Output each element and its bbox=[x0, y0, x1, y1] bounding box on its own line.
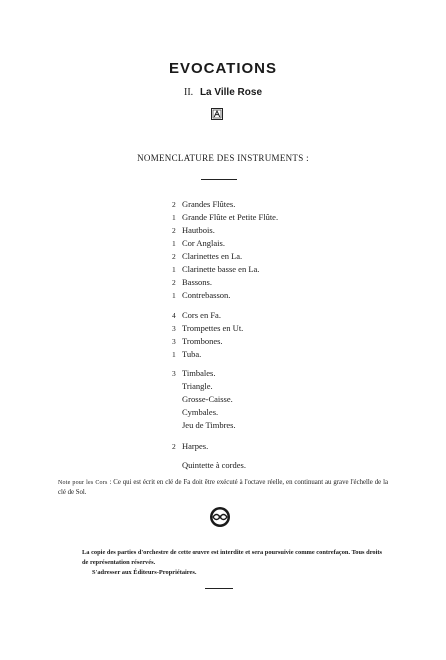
instrument-count: 1 bbox=[172, 265, 176, 274]
nomenclature-heading: NOMENCLATURE DES INSTRUMENTS : bbox=[137, 153, 309, 163]
instrument-count: 3 bbox=[172, 324, 176, 333]
instrument-count: 2 bbox=[172, 442, 176, 451]
movement-title bbox=[0, 87, 446, 98]
instrument-name: Cor Anglais. bbox=[182, 238, 225, 248]
instrument-name: Triangle. bbox=[182, 381, 213, 391]
instrument-count: 1 bbox=[172, 213, 176, 222]
copyright-line: La copie des parties d'orchestre de cette œuvre est interdite et sera poursuivie comme contrefaçon. Tous droits de représentation réservés. bbox=[82, 549, 382, 566]
list-item bbox=[172, 276, 212, 288]
list-item bbox=[172, 198, 235, 210]
instrument-count: 2 bbox=[172, 226, 176, 235]
list-item bbox=[172, 348, 201, 360]
list-item bbox=[172, 440, 208, 452]
instrument-name: Trombones. bbox=[182, 336, 223, 346]
list-item bbox=[172, 419, 236, 431]
instrument-count: 3 bbox=[172, 369, 176, 378]
instrument-count: 1 bbox=[172, 239, 176, 248]
copyright-notice bbox=[82, 548, 382, 578]
list-item bbox=[172, 289, 230, 301]
divider bbox=[201, 179, 237, 180]
instrument-name: Clarinette basse en La. bbox=[182, 264, 260, 274]
page-title: EVOCATIONS bbox=[168, 60, 278, 77]
instrument-name: Grandes Flûtes. bbox=[182, 199, 236, 209]
divider bbox=[205, 588, 233, 589]
instrument-name: Bassons. bbox=[182, 277, 212, 287]
list-item bbox=[172, 380, 213, 392]
instrument-name: Grande Flûte et Petite Flûte. bbox=[182, 212, 279, 222]
instrument-name: Tuba. bbox=[182, 349, 202, 359]
instrument-name: Contrebasson. bbox=[182, 290, 231, 300]
copyright-line: S'adresser aux Éditeurs-Propriétaires. bbox=[92, 569, 197, 576]
publisher-monogram-icon bbox=[211, 108, 223, 120]
list-item bbox=[172, 263, 259, 275]
instrument-count: 2 bbox=[172, 200, 176, 209]
list-item bbox=[172, 367, 215, 379]
movement-name: La Ville Rose bbox=[199, 87, 263, 98]
note-label: Note pour les Cors bbox=[58, 480, 108, 486]
horn-note bbox=[58, 478, 388, 498]
list-item bbox=[172, 211, 278, 223]
list-item bbox=[172, 237, 225, 249]
instrument-name: Clarinettes en La. bbox=[182, 251, 243, 261]
instrument-count: 3 bbox=[172, 337, 176, 346]
instrument-name: Cors en Fa. bbox=[182, 310, 221, 320]
instrument-count: 2 bbox=[172, 278, 176, 287]
instrument-name: Quintette à cordes. bbox=[182, 460, 246, 470]
instrument-name: Harpes. bbox=[182, 441, 209, 451]
instrument-name: Timbales. bbox=[182, 368, 216, 378]
publisher-emblem-icon bbox=[209, 506, 231, 528]
instrument-name: Trompettes en Ut. bbox=[182, 323, 244, 333]
instrument-name: Cymbales. bbox=[182, 407, 219, 417]
instrument-count: 1 bbox=[172, 350, 176, 359]
list-item bbox=[172, 459, 246, 471]
instrument-name: Hautbois. bbox=[182, 225, 215, 235]
instrument-name: Jeu de Timbres. bbox=[182, 420, 236, 430]
note-text: : Ce qui est écrit en clé de Fa doit être exécuté à l'octave réelle, en continuant au grave l'échelle de la clé de Sol. bbox=[58, 479, 388, 496]
list-item bbox=[172, 250, 242, 262]
instrument-count: 4 bbox=[172, 311, 176, 320]
instrument-count: 1 bbox=[172, 291, 176, 300]
list-item bbox=[172, 335, 223, 347]
instrument-name: Grosse-Caisse. bbox=[182, 394, 233, 404]
list-item bbox=[172, 322, 243, 334]
list-item bbox=[172, 393, 233, 405]
movement-number: II. bbox=[183, 87, 194, 98]
list-item bbox=[172, 224, 215, 236]
list-item bbox=[172, 406, 218, 418]
instrument-count: 2 bbox=[172, 252, 176, 261]
list-item bbox=[172, 309, 221, 321]
